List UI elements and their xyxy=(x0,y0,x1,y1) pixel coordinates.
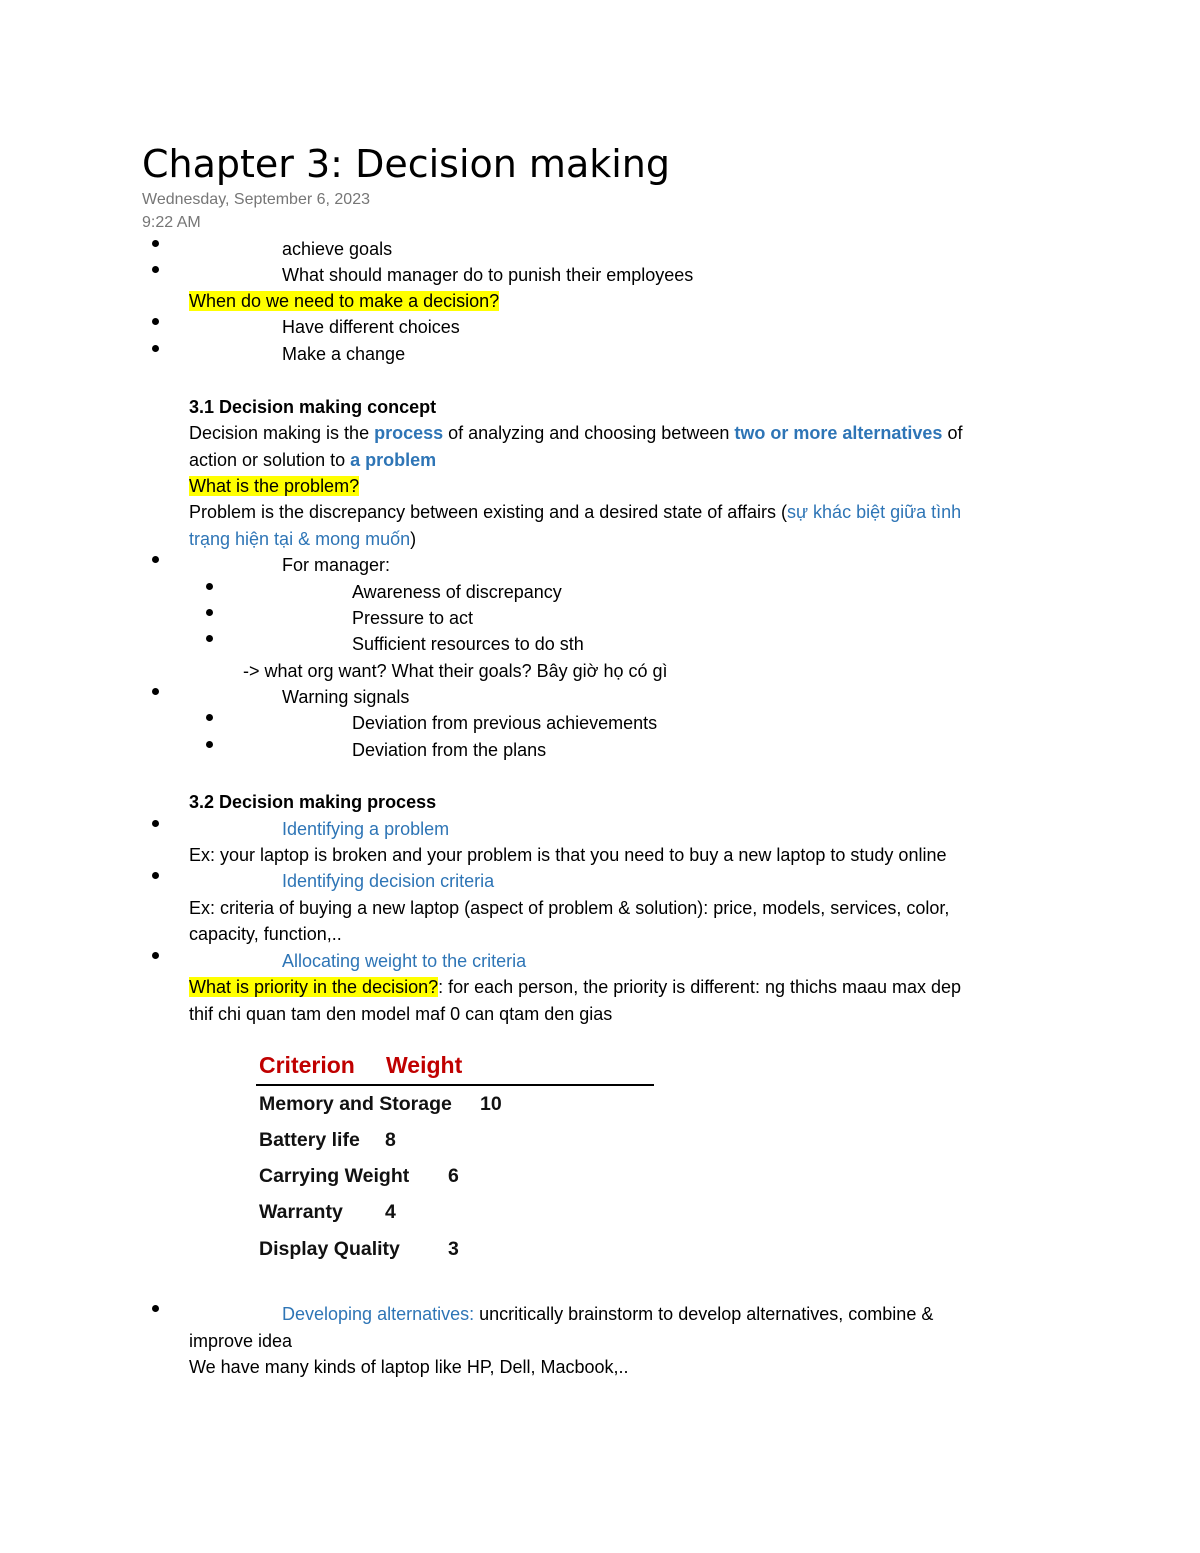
list-item: What should manager do to punish their employees xyxy=(282,265,694,285)
text-run: action or solution to xyxy=(189,450,351,470)
criteria-weight-table xyxy=(256,1048,656,1268)
text-run: Decision making is the xyxy=(189,423,375,443)
keyword-problem: a problem xyxy=(350,450,437,470)
sub-list-item: Deviation from previous achievements xyxy=(352,713,658,733)
bullet-icon xyxy=(206,714,213,721)
table-cell-criterion: Display Quality xyxy=(259,1238,400,1260)
highlighted-question: What is priority in the decision? xyxy=(189,977,439,997)
table-cell-weight: 4 xyxy=(385,1201,396,1223)
bullet-icon xyxy=(152,1305,159,1312)
list-item: achieve goals xyxy=(282,239,393,259)
keyword-alternatives: two or more alternatives xyxy=(734,423,943,443)
problem-definition-2 xyxy=(189,527,416,551)
list-item: Warning signals xyxy=(282,687,410,707)
bullet-icon xyxy=(206,609,213,616)
list-item: Make a change xyxy=(282,344,406,364)
process-step: Developing alternatives: xyxy=(282,1304,475,1324)
sub-list-item: Awareness of discrepancy xyxy=(352,582,562,602)
vietnamese-note: trạng hiện tại & mong muốn xyxy=(189,529,411,549)
highlighted-question: What is the problem? xyxy=(189,476,360,496)
process-step-line xyxy=(282,1302,933,1326)
text-run: ) xyxy=(410,529,417,549)
bullet-icon xyxy=(152,952,159,959)
highlighted-question: When do we need to make a decision? xyxy=(189,291,500,311)
process-step-line-2: improve idea xyxy=(189,1331,293,1351)
text-run: of xyxy=(942,423,963,443)
bullet-icon xyxy=(206,741,213,748)
table-cell-weight: 8 xyxy=(385,1129,396,1151)
bullet-icon xyxy=(152,318,159,325)
problem-definition xyxy=(189,500,961,524)
bullet-icon xyxy=(152,266,159,273)
table-cell-criterion: Warranty xyxy=(259,1201,343,1223)
list-item: Have different choices xyxy=(282,317,460,337)
table-cell-weight: 3 xyxy=(448,1238,459,1260)
page-title: Chapter 3: Decision making xyxy=(142,142,670,186)
table-cell-criterion: Carrying Weight xyxy=(259,1165,410,1187)
example-line: Ex: criteria of buying a new laptop (aspect of problem & solution): price, models, services, color, xyxy=(189,898,950,918)
table-header-weight: Weight xyxy=(386,1052,463,1078)
priority-line-2: thif chi quan tam den model maf 0 can qtam den gias xyxy=(189,1004,613,1024)
text-run: uncritically brainstorm to develop alternatives, combine & xyxy=(474,1304,934,1324)
process-step: Identifying decision criteria xyxy=(282,871,495,891)
priority-line xyxy=(189,975,961,999)
sub-list-item: Pressure to act xyxy=(352,608,474,628)
process-step: Identifying a problem xyxy=(282,819,450,839)
text-run: : for each person, the priority is different: ng thichs maau max dep xyxy=(438,977,962,997)
sub-list-item: Sufficient resources to do sth xyxy=(352,634,584,654)
bullet-icon xyxy=(152,240,159,247)
text-run: Problem is the discrepancy between existing and a desired state of affairs ( xyxy=(189,502,787,522)
bullet-icon xyxy=(152,820,159,827)
question-line xyxy=(189,289,499,313)
bullet-icon xyxy=(152,345,159,352)
sub-list-item: Deviation from the plans xyxy=(352,740,547,760)
example-line: We have many kinds of laptop like HP, Dell, Macbook,.. xyxy=(189,1357,629,1377)
bullet-icon xyxy=(152,872,159,879)
question-line xyxy=(189,474,359,498)
example-line: Ex: your laptop is broken and your problem is that you need to buy a new laptop to study online xyxy=(189,845,947,865)
definition-line xyxy=(189,421,962,445)
definition-line-2 xyxy=(189,448,436,472)
vietnamese-note: sự khác biệt giữa tình xyxy=(787,502,962,522)
process-step: Allocating weight to the criteria xyxy=(282,951,527,971)
bullet-icon xyxy=(206,583,213,590)
text-run: of analyzing and choosing between xyxy=(443,423,735,443)
table-cell-weight: 6 xyxy=(448,1165,459,1187)
page-date: Wednesday, September 6, 2023 xyxy=(142,191,370,208)
example-line-2: capacity, function,.. xyxy=(189,924,342,944)
table-header-criterion: Criterion xyxy=(259,1052,355,1078)
arrow-note: -> what org want? What their goals? Bây giờ họ có gì xyxy=(243,661,668,681)
table-rule xyxy=(256,1084,654,1086)
bullet-icon xyxy=(152,556,159,563)
table-cell-weight: 10 xyxy=(480,1093,502,1115)
table-cell-criterion: Memory and Storage xyxy=(259,1093,452,1115)
section-heading-3-2: 3.2 Decision making process xyxy=(189,792,437,812)
bullet-icon xyxy=(206,635,213,642)
page-time: 9:22 AM xyxy=(142,214,201,231)
bullet-icon xyxy=(152,688,159,695)
section-heading-3-1: 3.1 Decision making concept xyxy=(189,397,437,417)
keyword-process: process xyxy=(374,423,444,443)
table-cell-criterion: Battery life xyxy=(259,1129,360,1151)
list-item: For manager: xyxy=(282,555,391,575)
